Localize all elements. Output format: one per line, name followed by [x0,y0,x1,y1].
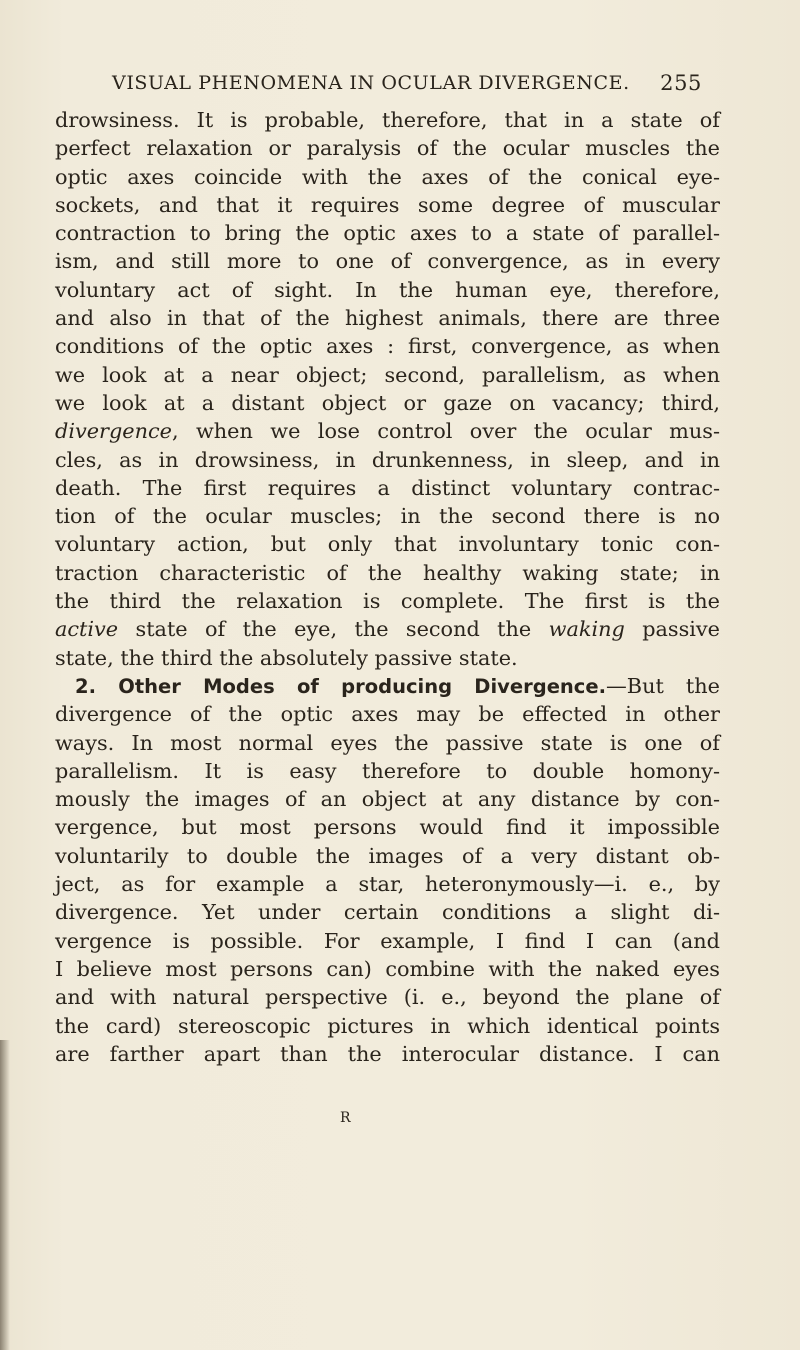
italic-term: divergence [55,419,172,444]
text-line: death. The first requires a distinct voluntary contrac- [55,475,720,500]
text-line: tion of the ocular muscles; in the second there is no [55,504,720,529]
text-line: I believe most persons can) combine with the naked eyes [55,956,720,981]
text-line: divergence. Yet under certain conditions a slight di- [55,900,720,925]
text-line: ject, as for example a star, heteronymously—i. e., by [55,872,720,897]
text-line: ism, and still more to one of convergence, as in every [55,249,720,274]
page-number: 255 [660,71,702,95]
text-line: contraction to bring the optic axes to a state of parallel- [55,221,720,246]
text-line: mously the images of an object at any distance by con- [55,787,720,812]
text-line: the third the relaxation is complete. The first is the [55,589,720,614]
text-line: optic axes coincide with the axes of the conical eye- [55,164,720,189]
running-header [112,66,702,100]
section-heading: 2. Other Modes of producing Divergence. [75,674,606,698]
italic-term: waking [548,617,625,642]
text-line: traction characteristic of the healthy waking state; in [55,560,720,585]
body-text [55,106,720,1068]
text-line: sockets, and that it requires some degree of muscular [55,192,720,217]
running-title: VISUAL PHENOMENA IN OCULAR DIVERGENCE. [112,72,630,94]
text-line: ways. In most normal eyes the passive state is one of [55,730,720,755]
text-line: and also in that of the highest animals, there are three [55,306,720,331]
text-line: we look at a distant object or gaze on vacancy; third, [55,390,720,415]
text-line: drowsiness. It is probable, therefore, that in a state of [55,108,720,132]
text-line: voluntarily to double the images of a very distant ob- [55,843,720,868]
text-line: cles, as in drowsiness, in drunkenness, in sleep, and in [55,447,720,472]
text-fragment: passive [624,617,720,642]
text-line: we look at a near object; second, parallelism, as when [55,362,720,387]
text-line: and with natural perspective (i. e., beyond the plane of [55,985,720,1010]
section-heading-line [55,672,720,700]
text-line: voluntary action, but only that involuntary tonic con- [55,532,720,557]
text-fragment: , when we lose control over the ocular mus- [171,419,720,444]
signature-mark: R [340,1110,352,1126]
text-line: vergence is possible. For example, I find I can (and [55,928,720,953]
text-line: voluntary act of sight. In the human eye, therefore, [55,277,720,302]
text-fragment: state of the eye, the second the [118,617,549,642]
italic-term: active [55,617,119,642]
text-line: parallelism. It is easy therefore to double homony- [55,758,720,783]
text-line: state, the third the absolutely passive state. [55,645,518,670]
text-line [55,615,720,643]
page-edge-shadow [0,1040,10,1350]
text-fragment: —But the [606,673,720,698]
text-line [55,417,720,445]
text-line: perfect relaxation or paralysis of the ocular muscles the [55,136,720,161]
text-line: are farther apart than the interocular distance. I can [55,1041,720,1066]
text-line: divergence of the optic axes may be effected in other [55,702,720,727]
text-line: the card) stereoscopic pictures in which identical points [55,1013,720,1038]
text-line: vergence, but most persons would find it impossible [55,815,720,840]
text-line: conditions of the optic axes : first, convergence, as when [55,334,720,359]
